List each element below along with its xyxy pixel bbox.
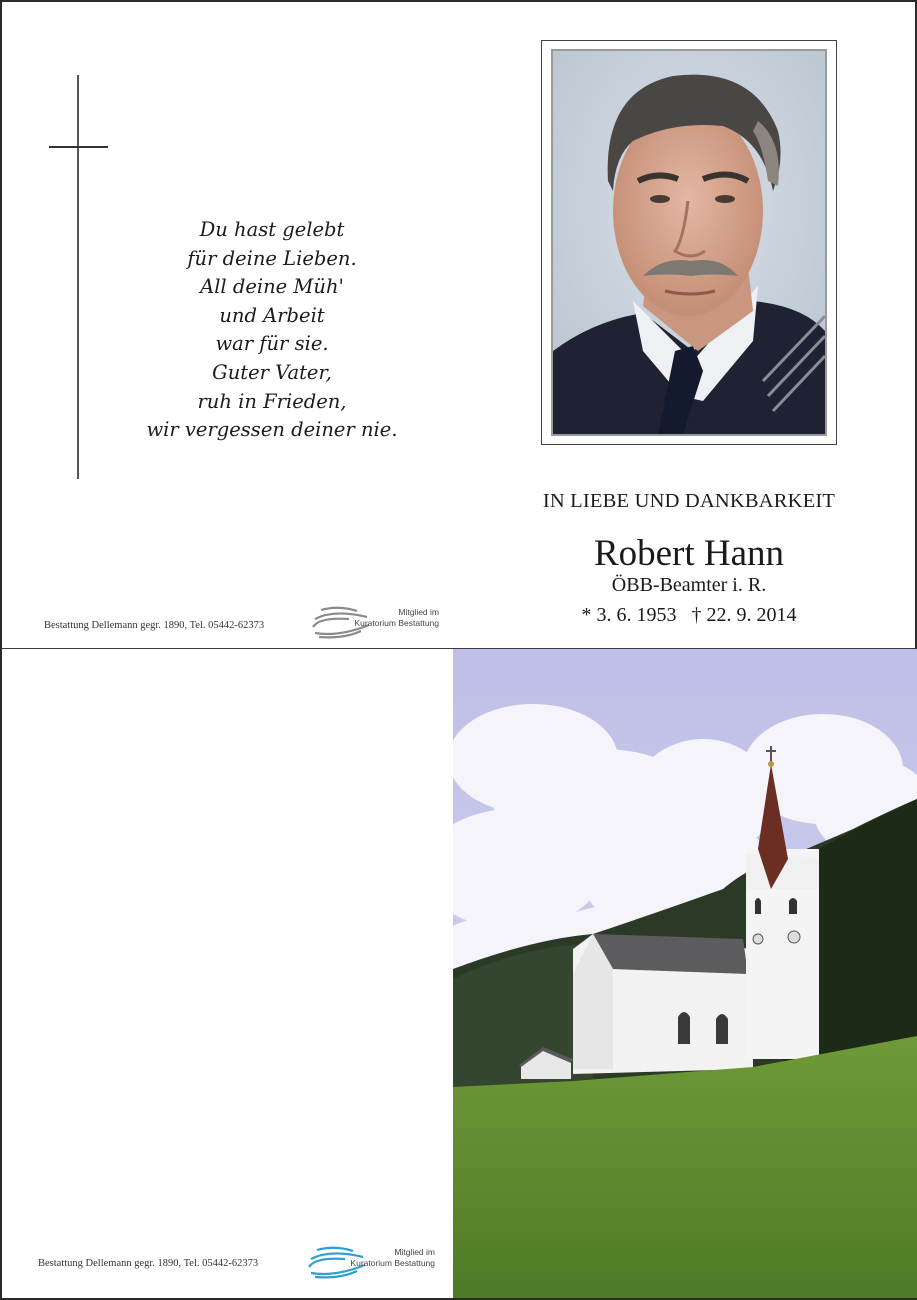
life-dates: * 3. 6. 1953 † 22. 9. 2014 (581, 604, 797, 626)
card-back (0, 649, 917, 1300)
member-line-2: Kuratorium Bestattung (354, 618, 439, 628)
poem-line: war für sie. (215, 332, 329, 356)
deceased-title: ÖBB-Beamter i. R. (611, 574, 767, 596)
kuratorium-logo (309, 605, 439, 639)
kuratorium-logo (305, 1245, 435, 1279)
poem-line: Guter Vater, (212, 360, 332, 384)
portrait-illustration (553, 51, 825, 434)
member-line-1: Mitglied im (394, 1247, 435, 1257)
poem-line: und Arbeit (219, 303, 325, 327)
undertaker-info: Bestattung Dellemann gegr. 1890, Tel. 05442-62373 (38, 1258, 259, 1269)
deceased-name: Robert Hann (593, 533, 785, 574)
poem-line: wir vergessen deiner nie. (146, 418, 398, 442)
church-illustration (453, 649, 917, 1298)
poem-line: All deine Müh' (200, 275, 344, 299)
undertaker-info: Bestattung Dellemann gegr. 1890, Tel. 05442-62373 (44, 620, 265, 631)
poem-line: für deine Lieben. (187, 246, 357, 270)
portrait-frame (541, 40, 837, 445)
portrait-photo (551, 49, 827, 436)
poem-line: ruh in Frieden, (197, 389, 347, 413)
poem-line: Du hast gelebt (199, 218, 345, 241)
memorial-poem (112, 216, 432, 445)
cross-icon-vertical (77, 75, 79, 479)
dedication-heading: IN LIEBE UND DANKBARKEIT (542, 490, 836, 512)
cross-icon-horizontal (49, 146, 108, 148)
member-line-2: Kuratorium Bestattung (350, 1258, 435, 1268)
member-text (350, 1247, 435, 1269)
member-line-1: Mitglied im (398, 607, 439, 617)
member-text (354, 607, 439, 629)
church-landscape-image (453, 649, 917, 1298)
